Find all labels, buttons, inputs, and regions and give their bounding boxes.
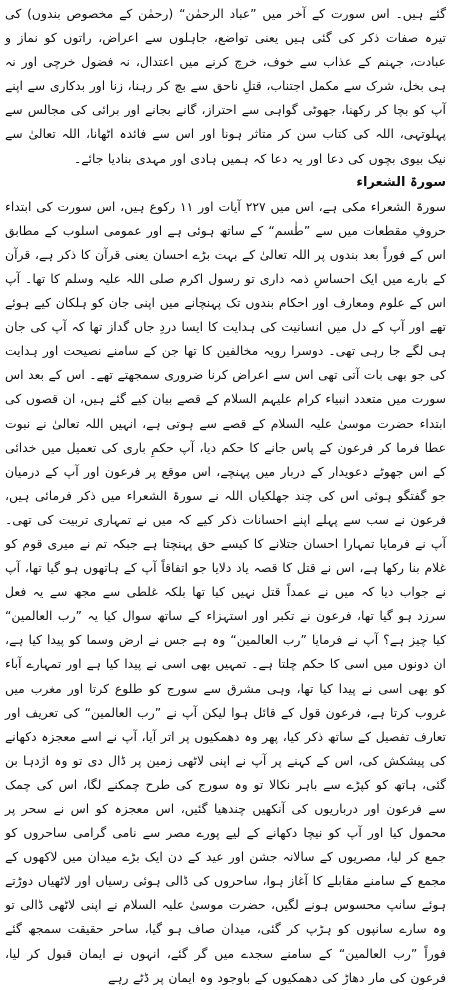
paragraph-surah-shuara: سورۃ الشعراء مکی ہے، اس میں ۲۲۷ آیات اور ۱۱ رکوع ہیں، اس سورت کی ابتداء حروفِ مقطعات میں سے ”طٰسم“ کے ساتھ ہوئی ہے اور عمومی اسلوب کے مطابق اس کے فوراً بعد بندوں پر اللہ تعالیٰ کے بہت بڑے احسان یعنی قرآن کا ذکر ہے، قرآن کے بارے میں ایک احساسِ ذمہ داری تو رسول اکرم صلی اللہ علیہ وسلم کا تھا۔ آپ اس کے علوم ومعارف اور احکام بندوں تک پہنچانے میں اپنی جان کو ہلکان کیے ہوئے تھے اور آپ کے دل میں انسانیت کی ہدایت کا ایسا دردِ جاں گداز تھا کہ آپ کی جان ہی لگے جا رہی تھی۔ دوسرا رویہ مخالفین کا تھا جن کے سامنے نصیحت اور ہدایت کی جو بھی بات آتی تھی اس سے اعراض کرنا ضروری سمجھتے تھے۔ اس کے بعد اس سورت میں متعدد انبیاء کرام علیہم السلام کے قصے بیان کیے گئے ہیں، ان قصوں کی ابتداء حضرت موسیٰ علیہ السلام کے قصے سے ہوتی ہے، انہیں اللہ تعالیٰ نے نبوت عطا فرما کر فرعون کے پاس جانے کا حکم دیا، آپ حکمِ باری کی تعمیل میں خدائی کے اس جھوٹے دعویدار کے دربار میں پہنچے، اس موقع پر فرعون اور آپ کے درمیان جو گفتگو ہوئی اس کی چند جھلکیاں اللہ نے سورۃ الشعراء میں ذکر فرمائی ہیں، فرعون نے سب سے پہلے اپنے احسانات ذکر کیے کہ میں نے تمہاری تربیت کی تھی۔ آپ نے فرمایا تمہارا احسان جتلانے کا کیسے حق پہنچتا ہے جبکہ تم نے میری قوم کو غلام بنا رکھا ہے، اس نے قتل کا قصہ یاد دلایا جو اتفاقاً آپ کے ہاتھوں ہو گیا تھا، آپ نے جواب دیا کہ میں نے عمداً قتل نہیں کیا تھا بلکہ غلطی سے مجھ سے یہ فعل سرزد ہو گیا تھا، فرعون نے تکبر اور استہزاء کے ساتھ سوال کیا یہ ”رب العالمین“ کیا چیز ہے؟ آپ نے فرمایا ”رب العالمین“ وہ ہے جس نے ارض وسما کو پیدا کیا ہے، ان دونوں میں اسی کا حکم چلتا ہے۔ تمہیں بھی اسی نے پیدا کیا ہے اور تمہارے آباء کو بھی اسی نے پیدا کیا تھا، وہی مشرق سے سورج کو طلوع کرتا اور مغرب میں غروب کرتا ہے، فرعون قول کے قائل ہوا لیکن آپ نے ”رب العالمین“ کی تعریف اور تعارف تفصیل کے ساتھ ذکر کیا، پھر وہ دھمکیوں پر اتر آیا، آپ نے اسے معجزہ دکھانے کی پیشکش کی، اس کے کہنے پر آپ نے اپنی لاٹھی زمین پر ڈال دی تو وہ اژدہا بن گئی، ہاتھ کو کپڑے سے باہر نکالا تو وہ سورج کی طرح چمکنے لگا، اس کی چمک سے فرعون اور درباریوں کی آنکھیں چندھیا گئیں، اس معجزہ کو اس نے سحر پر محمول کیا اور آپ کو نیچا دکھانے کے لیے پورے مصر سے نامی گرامی ساحروں کو جمع کر لیا، مصریوں کے سالانہ جشن اور عید کے دن ایک بڑے میدان میں لاکھوں کے مجمع کے سامنے مقابلے کا آغاز ہوا، ساحروں کی ڈالی ہوئی رسیاں اور لاٹھیاں دوڑتے ہوئے سانپ محسوس ہونے لگیں، حضرت موسیٰ علیہ السلام نے اپنی لاٹھی ڈالی تو وہ سارے سانپوں کو ہڑپ کر گئی، میدان صاف ہو گیا، ساحر حقیقت سمجھ گئے فوراً ”رب العالمین“ کے سامنے سجدے میں گر گئے، انہوں نے ایمان قبول کر لیا، فرعون کی مار دھاڑ کی دھمکیوں کے باوجود وہ ایمان پر ڈٹے رہے	[5, 198, 446, 985]
paragraph-surah-furqan-ending: گئے ہیں۔ اس سورت کے آخر میں ”عباد الرحمٰن“ (رحمٰن کے مخصوص بندوں) کی تیرہ صفات ذکر کی گئی ہیں یعنی تواضع، جاہلوں سے اعراض، راتوں کو نماز و عبادت، جہنم کے عذاب سے خوف، خرچ کرنے میں اعتدال، نہ فضول خرچی اور نہ ہی بخل، شرک سے مکمل اجتناب، قتلِ ناحق سے بچ کر رہنا، زنا اور بدکاری سے اپنے آپ کو بچا کر رکھنا، جھوٹی گواہی سے احتراز، گانے بجانے اور برائی کی مجالس سے پہلوتہی، اللہ کی کتاب سن کر متاثر ہونا اور اس سے فائدہ اٹھانا، اللہ تعالیٰ سے نیک بیوی بچوں کی دعا اور یہ دعا کہ ہمیں ہادی اور مہدی بنادیا جائے۔	[5, 6, 446, 166]
section-heading-surah-shuara: سورۃ الشعراء	[356, 174, 446, 190]
